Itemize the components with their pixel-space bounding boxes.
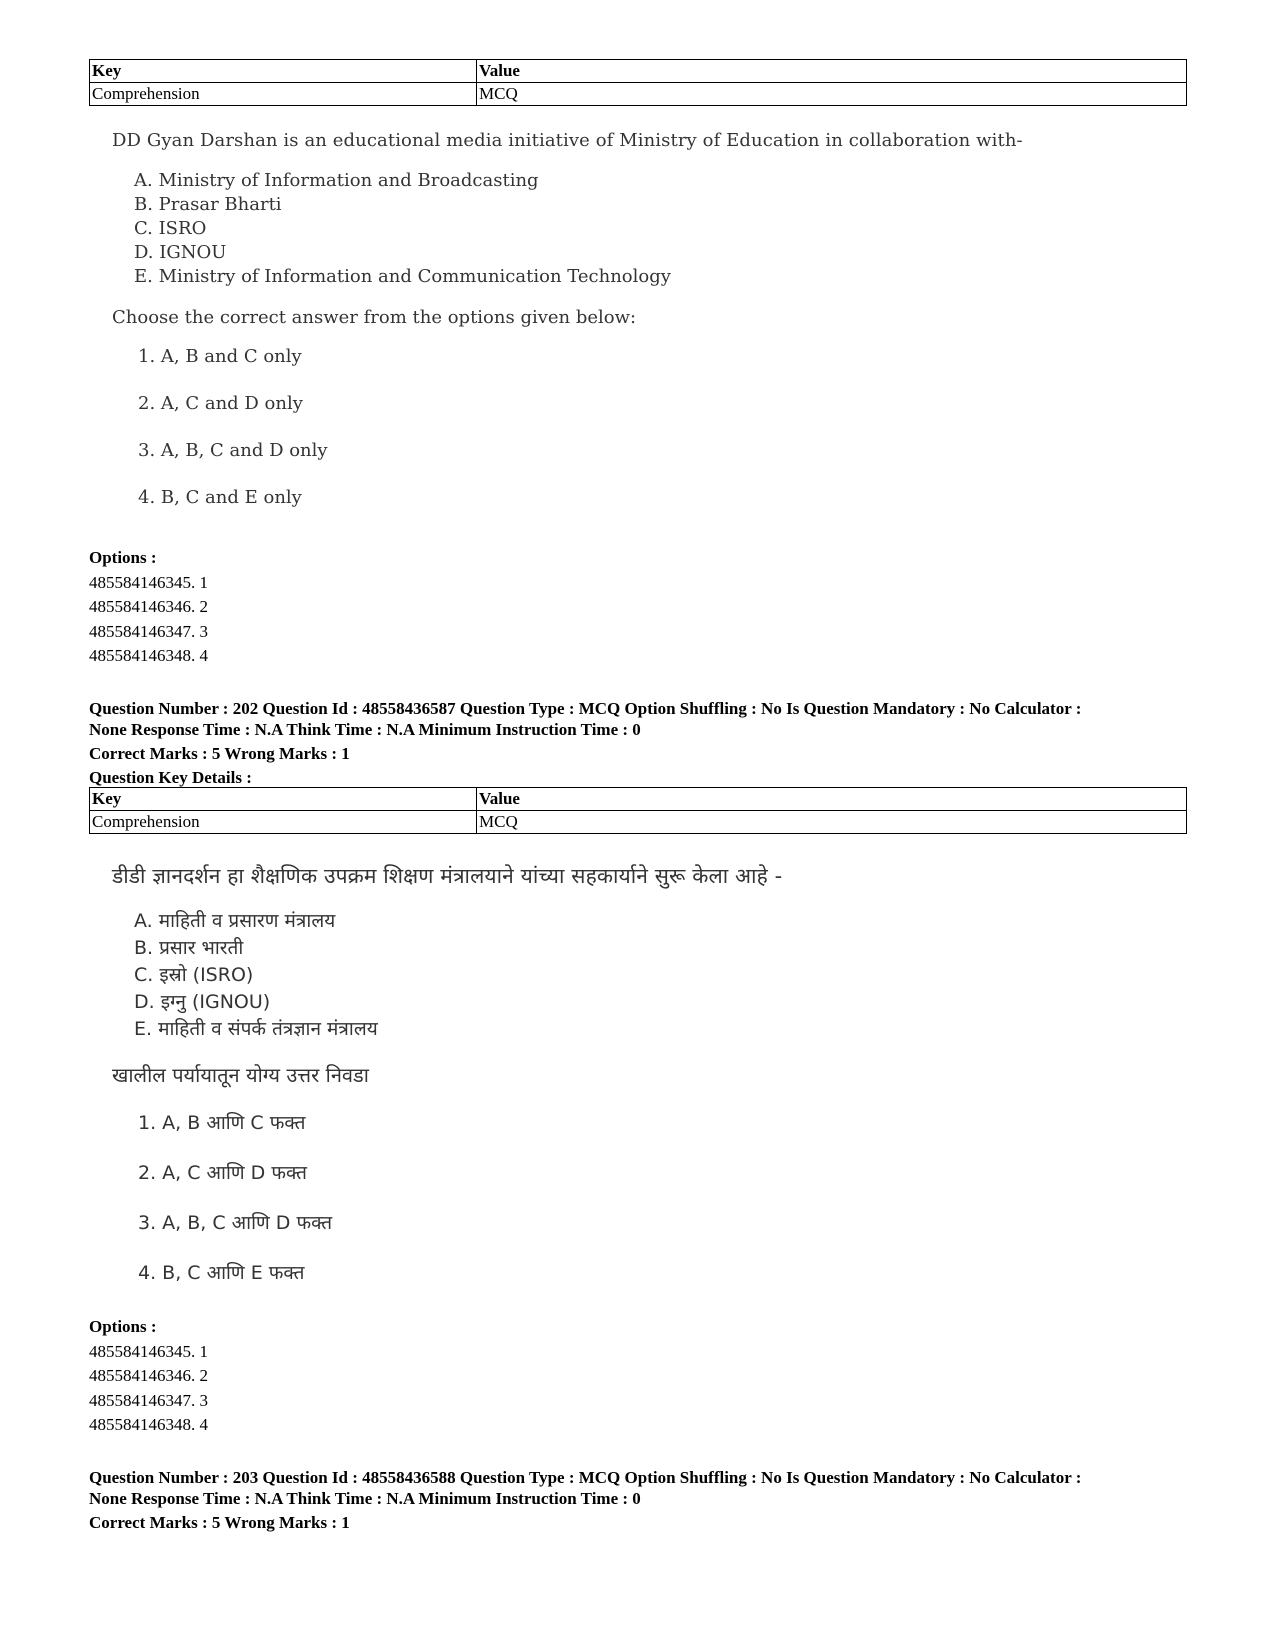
option-item: 485584146347. 3 — [89, 621, 208, 641]
choice-item: B. Prasar Bharti — [134, 194, 282, 215]
choice-item: A. माहिती व प्रसारण मंत्रालय — [134, 910, 336, 932]
question-marks: Correct Marks : 5 Wrong Marks : 1 — [89, 1513, 350, 1532]
table-row — [90, 83, 1187, 106]
question-meta-line1: Question Number : 202 Question Id : 48558436587 Question Type : MCQ Option Shuffling : No Is Question Mandatory : No Calculator : — [89, 699, 1082, 718]
answer-item: 4. B, C आणि E फक्त — [138, 1262, 305, 1284]
choice-item: E. माहिती व संपर्क तंत्रज्ञान मंत्रालय — [134, 1018, 378, 1040]
answer-list — [138, 342, 1023, 530]
option-item: 485584146346. 2 — [89, 597, 208, 616]
options-label: Options : — [89, 548, 157, 567]
option-item: 485584146346. 2 — [89, 1366, 208, 1385]
question-meta-line2: None Response Time : N.A Think Time : N.A Minimum Instruction Time : 0 — [89, 1489, 641, 1508]
question-meta — [89, 698, 1229, 788]
table-row — [90, 811, 1187, 834]
choice-item: E. Ministry of Information and Communication Technology — [134, 266, 671, 287]
question-instruction: Choose the correct answer from the options given below: — [112, 307, 637, 328]
question-key-table — [89, 787, 1187, 834]
question-image-marathi — [112, 862, 782, 1308]
choice-item: A. Ministry of Information and Broadcasting — [134, 170, 539, 191]
answer-item: 1. A, B and C only — [138, 346, 302, 367]
option-item: 485584146348. 4 — [89, 1415, 208, 1434]
choice-item: B. प्रसार भारती — [134, 937, 244, 959]
question-stem: DD Gyan Darshan is an educational media initiative of Ministry of Education in collaboration with- — [112, 130, 1023, 151]
key-cell: Comprehension — [90, 83, 477, 106]
option-item: 485584146348. 4 — [89, 646, 208, 665]
question-key-details-label: Question Key Details : — [89, 768, 252, 787]
question-key-table — [89, 59, 1187, 106]
question-image-english — [112, 130, 1023, 530]
options-label: Options : — [89, 1317, 157, 1336]
value-header: Value — [477, 60, 1187, 83]
question-stem: डीडी ज्ञानदर्शन हा शैक्षणिक उपक्रम शिक्षण मंत्रालयाने यांच्या सहकार्याने सुरू केला आहे - — [112, 864, 783, 888]
answer-item: 2. A, C आणि D फक्त — [138, 1162, 307, 1184]
question-marks: Correct Marks : 5 Wrong Marks : 1 — [89, 744, 350, 763]
key-cell: Comprehension — [90, 811, 477, 834]
choice-item: C. इस्रो (ISRO) — [134, 964, 254, 986]
answer-item: 3. A, B, C आणि D फक्त — [138, 1212, 333, 1234]
table-header-row — [90, 60, 1187, 83]
answer-list — [138, 1108, 782, 1308]
question-meta — [89, 1467, 1229, 1533]
value-cell: MCQ — [477, 83, 1187, 106]
option-item: 485584146347. 3 — [89, 1390, 208, 1410]
question-meta-line1: Question Number : 203 Question Id : 48558436588 Question Type : MCQ Option Shuffling : No Is Question Mandatory : No Calculator : — [89, 1468, 1082, 1487]
key-header: Key — [90, 60, 477, 83]
table-header-row — [90, 788, 1187, 811]
options-block — [89, 546, 208, 669]
question-meta-line2: None Response Time : N.A Think Time : N.A Minimum Instruction Time : 0 — [89, 720, 641, 739]
value-cell: MCQ — [477, 811, 1187, 834]
choice-item: C. ISRO — [134, 218, 207, 239]
answer-item: 2. A, C and D only — [138, 393, 303, 414]
question-instruction: खालील पर्यायातून योग्य उत्तर निवडा — [112, 1063, 369, 1087]
answer-item: 4. B, C and E only — [138, 487, 302, 508]
value-header: Value — [477, 788, 1187, 811]
answer-item: 1. A, B आणि C फक्त — [138, 1112, 306, 1134]
choice-list — [134, 908, 782, 1043]
option-item: 485584146345. 1 — [89, 1341, 208, 1361]
answer-item: 3. A, B, C and D only — [138, 440, 328, 461]
key-header: Key — [90, 788, 477, 811]
options-block — [89, 1315, 208, 1438]
option-item: 485584146345. 1 — [89, 572, 208, 592]
choice-list — [134, 169, 1023, 289]
choice-item: D. IGNOU — [134, 242, 227, 263]
choice-item: D. इग्नु (IGNOU) — [134, 991, 271, 1013]
